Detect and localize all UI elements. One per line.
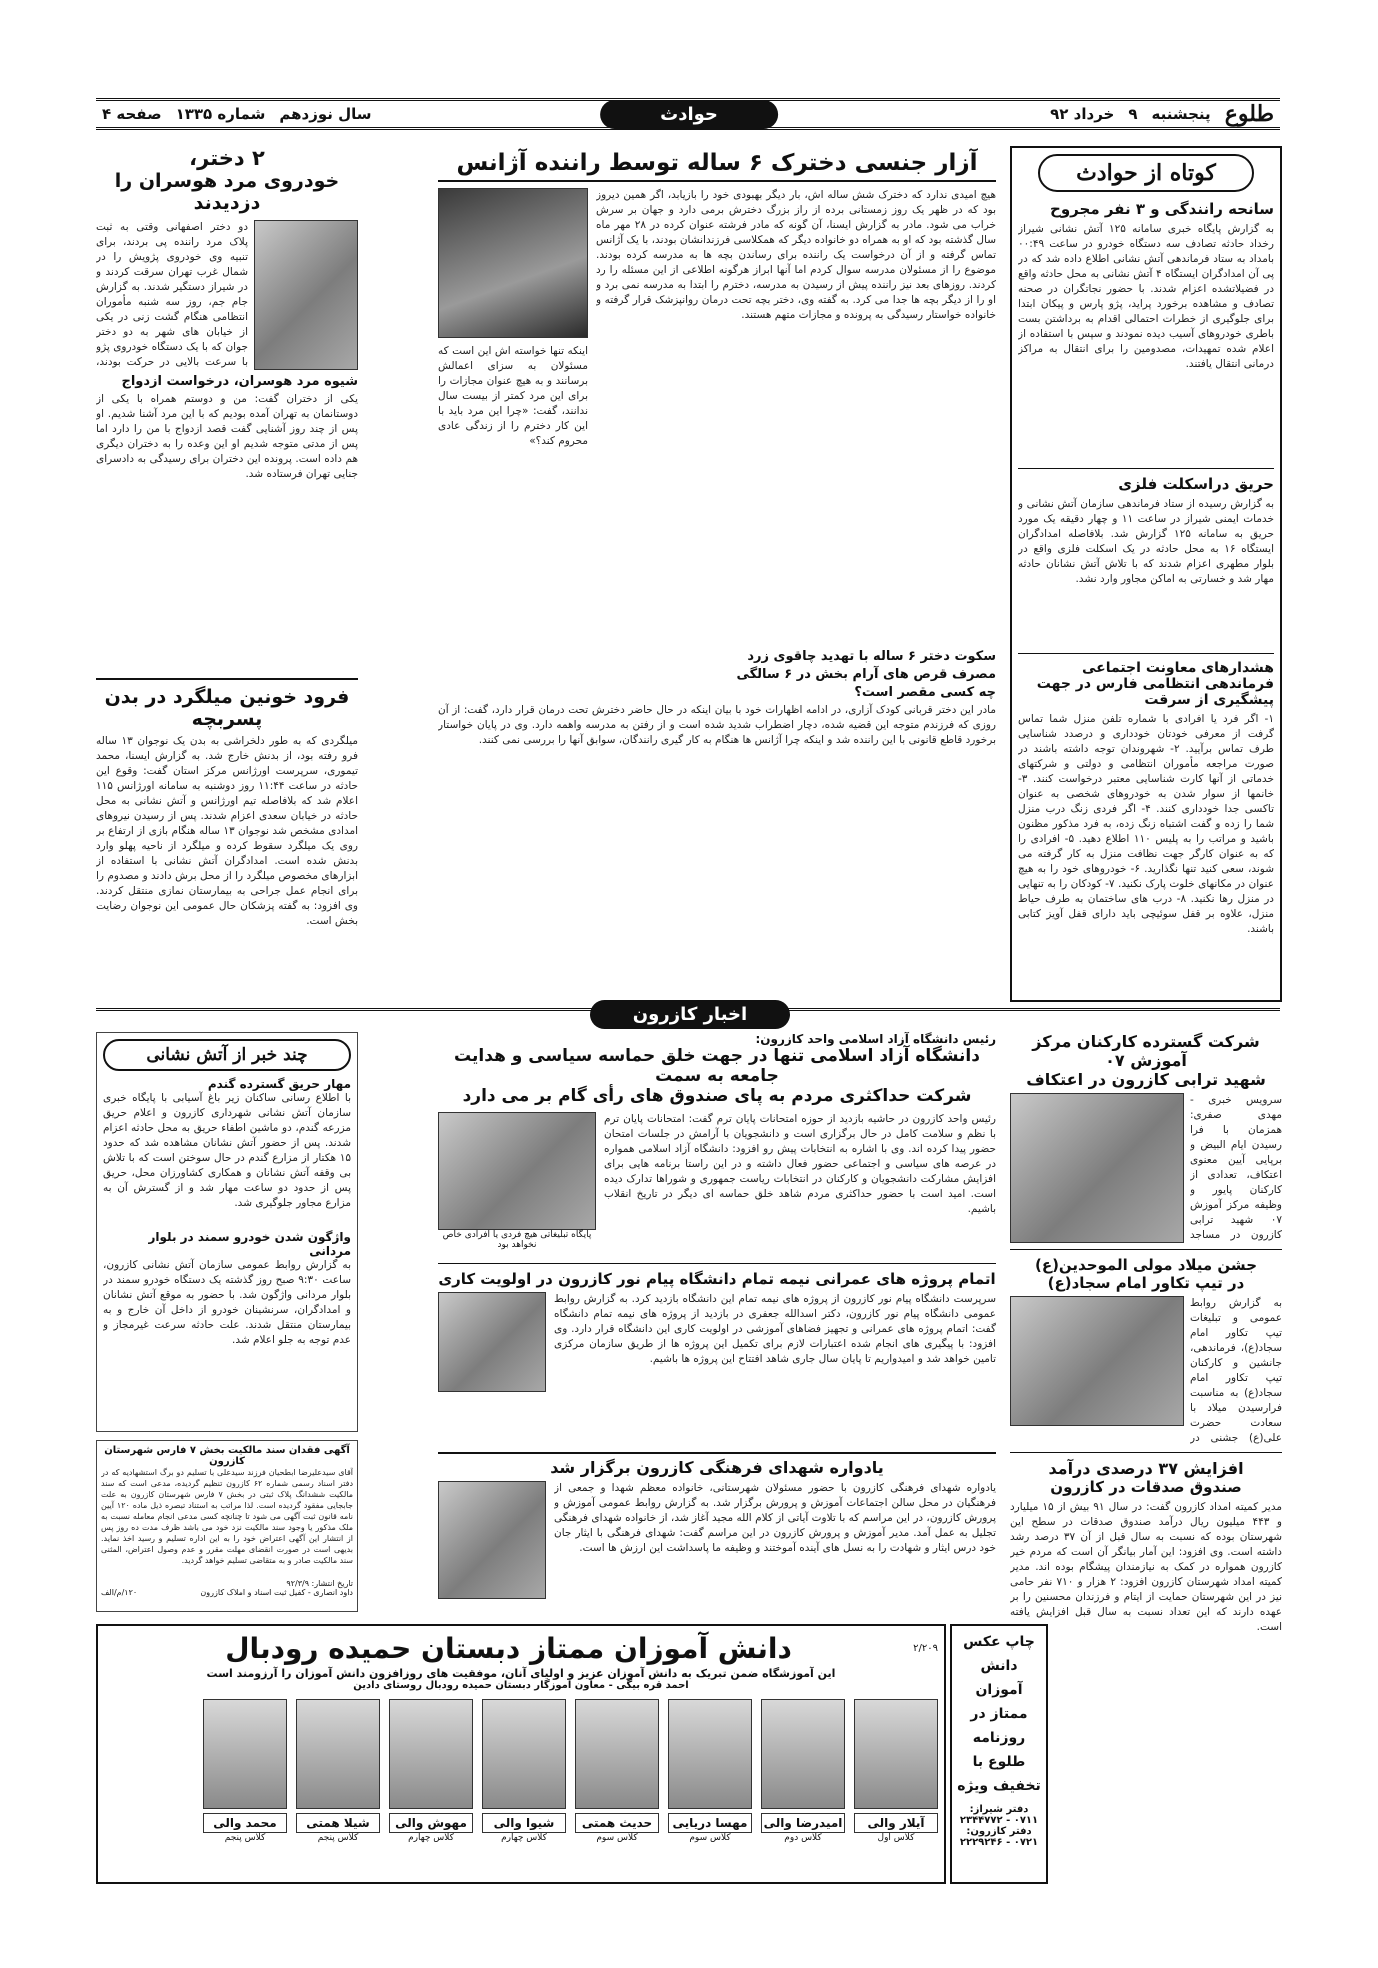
masthead-day: پنجشنبه — [1151, 105, 1211, 123]
student-name: مهوش والی — [389, 1813, 473, 1833]
fire-news-box — [96, 1032, 358, 1432]
kazeroon-lead-title2: شرکت حداکثری مردم به پای صندوق های رأی گام بر می دارد — [462, 1086, 972, 1106]
section-title-accidents: حوادث — [600, 100, 778, 129]
kazeroon-center — [438, 1032, 996, 1452]
etekaf-title2: شهید ترابی کازرون در اعتکاف — [1026, 1070, 1266, 1089]
left-story-kicker: ۲ دختر، — [189, 146, 265, 170]
sadaqat-title2: صندوق صدقات در کازرون — [1050, 1478, 1242, 1496]
milad-title2: در تیپ تکاور امام سجاد(ع) — [1047, 1274, 1245, 1292]
ad-subtitle: این آموزشگاه ضمن تبریک به دانش آموزان عزیز و اولیای آنان، موفقیت های روزافزون دانش آموزان را آرزومند است — [206, 1667, 836, 1680]
short-news-item1-body: به گزارش پایگاه خبری سامانه ۱۲۵ آتش نشانی شیراز رخداد حادثه تصادف سه دستگاه خودرو در ساعت ۰۰:۴۹ بامداد به ستاد فرماندهی آتش نشانی اطلاع داده شد که در پی آن امدادگران ایستگاه ۴ آتش نشانی به محل حادثه واقع در فضیلاتشده اعزام شدند. با حضور نجاتگران در صحنه تصادف و مشاهده برخورد پراید، پژو پارس و پیکان ابتدا برای جلوگیری از خطرات احتمالی اقدام به برداشتن بست باطری خودروهای آسیب دیده نمودند و سپس با استفاده از اعلام شده تمهیدات، مصدومین را برای انتقال به مراکز درمانی انتقال یافتند. — [1018, 223, 1274, 370]
ad-code: ۲/۲۰۹ — [913, 1643, 938, 1654]
masthead-left — [96, 105, 378, 123]
main-story-sub3: چه کسی مقصر است؟ — [854, 685, 996, 700]
child-photo — [438, 188, 588, 338]
left-story-title: خودروی مرد هوسران را دزدیدند — [114, 170, 340, 214]
student-name: محمد والی — [203, 1813, 287, 1833]
main-story-title: آزار جنسی دخترک ۶ ساله توسط راننده آژانس — [438, 146, 996, 182]
masthead-date: خرداد ۹۲ — [1050, 105, 1115, 123]
left-story-body2: یکی از دختران گفت: من و دوستم همراه با یکی از دوستانمان به تهران آمده بودیم که با این مرد آشنا شدیم. او پس از چند روز آشنایی گفت قصد ازدواج با من را دارد اما پس از مدتی متوجه شدیم او این وعده را به دختران دیگری هم داده است. پرونده این دختران برای رسیدگی به دادسرای جنایی تهران فرستاده شد. — [96, 393, 358, 480]
martyrs-title: یادواره شهدای فرهنگی کازرون برگزار شد — [550, 1458, 884, 1477]
martyrs-body: یادواره شهدای فرهنگی کازرون با حضور مسئولان شهرستانی، خانواده معظم شهدا و جمعی از فرهنگیان در محل سالن اجتماعات آموزش و پرورش برگزار شد. به گزارش روابط عمومی آموزش و پرورش کازرون، در این مراسم که با تلاوت آیاتی از کلام الله مجید آغاز شد، از خانواده شهدای فرهنگی تجلیل به عمل آمد. مدیر آموزش و پرورش کازرون در این مراسم گفت: شهدای فرهنگی با ایثار جان خود درس ایثار و شهادت را به نسل های آینده آموختند و وظیفه ما پاسداشت این ارزش ها است. — [554, 1482, 996, 1554]
students-ad — [96, 1624, 946, 1884]
newspaper-logo: طلوع — [1224, 101, 1274, 127]
student-class: کلاس سوم — [689, 1833, 731, 1843]
promo-office2: دفتر کازرون: — [966, 1826, 1032, 1837]
main-story-body2: مادر این دختر قربانی کودک آزاری، در ادامه اظهارات خود با بیان اینکه در حال حاضر دخترش تحت درمان قرار دارد، گفت: از آن روزی که فرزندم متوجه این قضیه شده، دچار اضطراب شدید شده است و از رفتن به مدرسه واهمه دارد. وی در پایان خواستار برخورد قاطع قانونی با این راننده شد و اینکه چرا آژانس ها هنگام به کار گیری رانندگان، سوابق آنها را بررسی نمی کنند. — [438, 704, 996, 746]
milad-photo — [1010, 1296, 1184, 1426]
kazeroon-lead-body: رئیس واحد کازرون در حاشیه بازدید از حوزه امتحانات پایان ترم گفت: امتحانات پایان ترم با نظم و سلامت کامل در حال برگزاری است و دانشجویان با آرامش در جلسات امتحان حضور پیدا کرده اند. وی با اشاره به انتخابات پیش رو افزود: دانشگاه آزاد اسلامی همواره در عرصه های سیاسی و اجتماعی حضور فعال داشته و در این راستا برنامه هایی برای افزایش مشارکت دانشجویان و کارکنان در انتخابات ریاست جمهوری و شوراها تدارک دیده است. امید است با حضور حداکثری مردم شاهد خلق حماسه ای دیگر در تاریخ انقلاب باشیم. — [604, 1113, 996, 1215]
student-photo — [389, 1699, 473, 1809]
kazeroon-lead-title1: دانشگاه آزاد اسلامی تنها در جهت خلق حماسه سیاسی و هدایت جامعه به سمت — [454, 1046, 980, 1086]
promo-office1: دفتر شیراز: — [969, 1804, 1029, 1815]
kazeroon-lead-kicker: رئیس دانشگاه آزاد اسلامی واحد کازرون: — [755, 1032, 996, 1046]
legal-notice-date: تاریخ انتشار: ۹۲/۳/۹ — [286, 1579, 353, 1588]
student-class: کلاس اول — [877, 1833, 915, 1843]
milad-body: به گزارش روابط عمومی و تبلیغات تیپ تکاور امام سجاد(ع)، فرماندهی، جانشین و کارکنان تیپ تکاور امام سجاد(ع) به مناسبت فرارسیدن میلاد با سعادت حضرت علی(ع) جشنی در — [1190, 1297, 1282, 1444]
student-card — [296, 1699, 380, 1843]
blood-story-title: فرود خونین میلگرد در بدن پسربچه — [104, 686, 350, 730]
masthead-page: صفحه ۴ — [102, 105, 162, 123]
women-photo — [254, 220, 358, 370]
short-news-item1-title: سانحه رانندگی و ۳ نفر مجروح — [1050, 200, 1274, 218]
short-news-item2-title: حریق دراسکلت فلزی — [1118, 475, 1274, 493]
student-photo — [854, 1699, 938, 1809]
etekaf-body: سرویس خبری - مهدی صفری: همزمان با فرا رسیدن ایام البیض و برپایی آیین معنوی اعتکاف، تعدادی از کارکنان پایور و وظیفه مرکز آموزش ۰۷ شهید ترابی کازرون در مساجد — [1190, 1094, 1282, 1241]
student-photo — [296, 1699, 380, 1809]
payam-noor-body: سرپرست دانشگاه پیام نور کازرون از پروژه های نیمه تمام این دانشگاه بازدید کرد. به گزارش روابط عمومی دانشگاه پیام نور کازرون، دکتر اسدالله جعفری در بازدید از پروژه های نیمه تمام دانشگاه گفت: اتمام پروژه های عمرانی و تجهیز فضاهای آموزشی در اولویت کاری این دانشگاه قرار دارد. وی افزود: با پیگیری های انجام شده اعتبارات لازم برای تکمیل این پروژه ها از طریق سازمان مرکزی تامین خواهد شد و امیدواریم تا پایان سال جاری شاهد افتتاح این پروژه ها باشیم. — [554, 1293, 996, 1365]
left-story-body: دو دختر اصفهانی وقتی به ثبت پلاک مرد راننده پی بردند، برای تنبیه وی خودروی پژویش را در شمال غرب تهران سرقت کردند و در شیراز دستگیر شدند. به گزارش جام جم، روز سه شنبه مأموران انتظامی هنگام گشت زنی در یکی از خیابان های شهر به دو دختر جوان که با یک دستگاه خودروی پژو با سرعت بالایی در حرکت بودند، — [96, 221, 248, 368]
student-photo — [575, 1699, 659, 1809]
ad-title: دانش آموزان ممتاز دبستان حمیده رودبال — [225, 1632, 792, 1665]
divider — [1010, 1249, 1282, 1250]
student-class: کلاس سوم — [596, 1833, 638, 1843]
divider — [1018, 468, 1274, 469]
student-class: کلاس چهارم — [408, 1833, 454, 1843]
etekaf-photo — [1010, 1093, 1184, 1243]
student-card — [854, 1699, 938, 1843]
promo-phone1: ۰۷۱۱ - ۲۳۴۴۷۷۲ — [959, 1815, 1039, 1826]
sadaqat-title1: افزایش ۳۷ درصدی درآمد — [1048, 1459, 1244, 1478]
kazeroon-right-column — [1010, 1032, 1282, 1872]
kazeroon-lead-caption: پایگاه تبلیغاتی هیچ فردی یا افرادی خاص نخواهد بود — [442, 1230, 592, 1250]
legal-notice-sign: داود انصاری - کفیل ثبت اسناد و املاک کازرون — [200, 1588, 353, 1597]
short-news-box — [1010, 146, 1282, 1002]
martyrs-story — [438, 1452, 996, 1612]
fire-box-sub1: مهار حریق گسترده گندم — [207, 1077, 351, 1091]
student-card — [203, 1699, 287, 1843]
promo-phone2: ۰۷۲۱ - ۲۲۲۹۲۴۶ — [959, 1837, 1039, 1848]
masthead-issue: شماره ۱۳۳۵ — [175, 105, 266, 123]
short-news-item3-title: هشدارهای معاونت اجتماعی فرماندهی انتظامی فارس در جهت پیشگیری از سرقت — [1036, 660, 1274, 708]
student-name: مهسا دریایی — [668, 1813, 752, 1833]
divider — [96, 678, 358, 680]
legal-notice — [96, 1440, 358, 1612]
student-class: کلاس پنجم — [224, 1833, 266, 1843]
main-story-sub2: مصرف قرص های آرام بخش در ۶ سالگی — [736, 667, 996, 682]
blood-story-body: میلگردی که به طور دلخراشی به بدن یک نوجوان ۱۳ ساله فرو رفته بود، از بدنش خارج شد. به گزارش ایسنا، محمد تیموری، سرپرست اورژانس مرکز استان گفت: وقوع این حادثه در ساعت ۱۱:۴۴ روز دوشنبه به سامانه اورژانس ۱۱۵ اعلام شد که بلافاصله تیم اورژانس و آتش نشانی به محل حادثه در خیابان سعدی اعزام شدند. پس از رسیدن نیروهای امدادی مشخص شد نوجوان ۱۳ ساله هنگام بازی از ارتفاع بر روی یک میلگرد سقوط کرده و میلگرد از ناحیه پهلو وارد بدنش شده است. امدادگران آتش نشانی با استفاده از ابزارهای مخصوص میلگرد را از محل برش دادند و مصدوم را برای انجام عمل جراحی به بیمارستان نمازی منتقل کردند. وی افزود: به گفته پزشکان حال عمومی این نوجوان رضایت بخش است. — [96, 735, 358, 927]
student-class: کلاس دوم — [784, 1833, 822, 1843]
masthead-day-num: ۹ — [1128, 105, 1138, 123]
student-class: کلاس چهارم — [501, 1833, 547, 1843]
fire-box-sub2: واژگون شدن خودرو سمند در بلوار مردانی — [148, 1230, 351, 1258]
student-name: آیلار والی — [854, 1813, 938, 1833]
main-story-body: هیچ امیدی ندارد که دخترک شش ساله اش، بار دیگر بهبودی خود را بازیابد، اگر همین دیروز بود که در ظهر یک روز زمستانی برده از راز بزرگ دخترش برمی دارد و جهان بر سرش خراب می شود. مادر به گزارش ایسنا، آن گونه که مادر فرشته عنوان کرده در ۲۸ مهر ماه سال گذشته بود که او به همراه دو خانواده دیگر که همکلاسی فرزندانشان بودند، با یک آژانس تماس گرفته و از آن درخواست یک راننده برای رساندن بچه ها به مدرسه کرده بودند. موضوع را از مسئولان مدرسه سوال کردم اما آنها ابراز هرگونه اطلاعی از این مسئله را رد کردند. روزهای بعد نیز راننده پیش از رسیدن به مدرسه، دخترم را ابتدا به مدرسه نمی برد و او را از دیگر بچه ها جدا می کرد. به گفته وی، دختر بچه تحت درمان روانپزشک قرار گرفته و خانواده خواستار رسیدگی به پرونده و مجازات متهم هستند. — [596, 189, 996, 321]
sadaqat-body: مدیر کمیته امداد کازرون گفت: در سال ۹۱ بیش از ۱۵ میلیارد و ۴۴۳ میلیون ریال درآمد صندوق صدقات در سطح این شهرستان بوده که نسبت به سال قبل از آن ۳۷ درصد رشد داشته است. وی افزود: این آمار بیانگر آن است که مردم خیر کازرون همواره در کمک به نیازمندان پیشگام بوده اند. مدیر کمیته امداد شهرستان کازرون افزود: ۲ هزار و ۷۱۰ نفر حامی نیز در این شهرستان حمایت از ایتام و فرزندان محسنین را بر عهده دارند که این تعداد نسبت به سال قبل افزایش یافته است. — [1010, 1501, 1282, 1633]
student-photo — [668, 1699, 752, 1809]
legal-notice-title: آگهی فقدان سند مالکیت بخش ۷ فارس شهرستان کازرون — [104, 1445, 350, 1467]
short-news-item2-body: به گزارش رسیده از ستاد فرماندهی سازمان آتش نشانی و خدمات ایمنی شیراز در ساعت ۱۱ و چهار دقیقه یک مورد حریق به سامانه ۱۲۵ گزارش شد. بلافاصله امدادگران ایستگاه ۱۶ به محل حادثه در یک اسکلت فلزی واقع در بلوار مطهری اعزام شدند که با تلاش آتش نشانان حادثه مهار شد و خسارتی به اماکن مجاور وارد نشد. — [1018, 498, 1274, 585]
payam-noor-title: اتمام پروژه های عمرانی نیمه تمام دانشگاه پیام نور کازرون در اولویت کاری — [438, 1270, 996, 1288]
fire-box-title: چند خبر از آتش نشانی — [103, 1039, 351, 1071]
student-name: شیلا همتی — [296, 1813, 380, 1833]
student-photo — [761, 1699, 845, 1809]
student-name: شیوا والی — [482, 1813, 566, 1833]
legal-notice-code: ۱۲۰/م/الف — [101, 1588, 138, 1597]
ad-sign: احمد قره بیگی - معاون آموزگار دبستان حمیده رودبال روستای دادین — [353, 1680, 689, 1691]
student-name: امیدرضا والی — [761, 1813, 845, 1833]
student-photo — [203, 1699, 287, 1809]
university-head-photo — [438, 1112, 596, 1230]
divider — [1010, 1452, 1282, 1453]
left-story-sub1: شیوه مرد هوسران، درخواست ازدواج — [121, 374, 358, 389]
left-column — [96, 146, 358, 1002]
students-row — [104, 1699, 938, 1843]
promo-title: چاپ عکس دانش آموزان ممتاز در روزنامه طلوع با تخفیف ویژه — [957, 1634, 1041, 1794]
legal-notice-body: آقای سیدعلیرضا ابطحیان فرزند سیدعلی با تسلیم دو برگ استشهادیه که در دفتر اسناد رسمی شماره ۶۲ کازرون تنظیم گردیده، مدعی است که سند مالکیت ششدانگ پلاک ثبتی در بخش ۷ فارس شهرستان کازرون به علت جابجایی مفقود گردیده است. لذا مراتب به استناد تبصره ذیل ماده ۱۲۰ آیین نامه قانون ثبت آگهی می شود تا چنانچه کسی مدعی انجام معامله نسبت به ملک مذکور یا وجود سند مالکیت نزد خود می باشد ظرف مدت ده روز پس از انتشار این آگهی اعتراض خود را به این اداره تسلیم و رسید اخذ نماید. بدیهی است در صورت انقضای مهلت مقرر و عدم وصول اعتراض، المثنی سند مالکیت صادر و به متقاضی تسلیم خواهد گردید. — [101, 1468, 353, 1565]
milad-title1: جشن میلاد مولی الموحدین(ع) — [1034, 1256, 1258, 1274]
divider — [1018, 653, 1274, 654]
student-name: حدیث همتی — [575, 1813, 659, 1833]
fire-box-body1: با اطلاع رسانی ساکنان زیر باغ آسیابی با پایگاه خبری سازمان آتش نشانی شهرداری کازرون و اعلام حریق مزرعه گندم، دو ماشین اطفاء حریق به محل حادثه اعزام شدند. پس از حضور آتش نشانان مشاهده شد که حدود ۱۵ هکتار از مزارع گندم در حال سوختن است که با تلاش بی وقفه آتش نشانان و همکاری کشاورزان محل، حریق پس از حدود دو ساعت مهار شد و از گسترش آن به مزارع مجاور جلوگیری شد. — [103, 1092, 351, 1209]
student-card — [575, 1699, 659, 1843]
etekaf-title1: شرکت گسترده کارکنان مرکز آموزش ۰۷ — [1032, 1032, 1260, 1070]
masthead-right — [1044, 101, 1280, 127]
student-card — [482, 1699, 566, 1843]
student-class: کلاس پنجم — [317, 1833, 359, 1843]
divider — [438, 1263, 996, 1264]
martyrs-photo — [438, 1481, 546, 1599]
main-story-side-body: اینکه تنها خواسته اش این است که مسئولان به سزای اعمالش برسانند و به هیچ عنوان مجازات را برای این مرد کمتر از بیست سال ندانند، گفت: «چرا این مرد باید با این کار دخترم را از زندگی عادی محروم کند؟» — [438, 345, 588, 447]
payam-noor-photo — [438, 1292, 546, 1392]
short-news-title: کوتاه از حوادث — [1038, 154, 1254, 192]
main-story — [438, 146, 996, 1002]
student-photo — [482, 1699, 566, 1809]
main-story-sub1: سکوت دختر ۶ ساله با تهدید چاقوی زرد — [747, 649, 996, 664]
masthead-year: سال نوزدهم — [279, 105, 372, 123]
student-card — [668, 1699, 752, 1843]
section-title-kazeroon: اخبار کازرون — [590, 1000, 790, 1029]
fire-box-body2: به گزارش روابط عمومی سازمان آتش نشانی کازرون، ساعت ۹:۳۰ صبح روز گذشته یک دستگاه خودرو سمند در بلوار مردانی واژگون شد. با حضور به موقع آتش نشانان و امدادگران، سرنشینان خودرو از داخل آن خارج و به بیمارستان منتقل شدند. علت حادثه سرعت غیرمجاز و عدم توجه به جلو اعلام شد. — [103, 1259, 351, 1346]
student-card — [389, 1699, 473, 1843]
student-card — [761, 1699, 845, 1843]
photo-print-promo — [950, 1624, 1048, 1884]
short-news-item3-body: ۱- اگر فرد یا افرادی با شماره تلفن منزل شما تماس گرفت از معرفی خودتان خودداری و درصدد شناسایی طرف تماس برآیید. ۲- شهروندان توجه داشته باشند در صورت مراجعه مأموران انتظامی و دولتی و شرکتهای خدماتی از آنها کارت شناسایی معتبر درخواست کنند. ۳- خانمها از سوار شدن به خودروهای شخصی به عنوان تاکسی جدا خودداری کنند. ۴- اگر فردی زنگ درب منزل شما را زده و گفت اشتباه زنگ زده، به فرد مذکور مظنون باشید و مراتب را به پلیس ۱۱۰ اطلاع دهید. ۵- افرادی را که به عنوان کارگر جهت نظافت منزل به کار گرفته می شوند، سعی کنید تنها نگذارید. ۶- خودروهای خود را به هیچ عنوان در مکانهای خلوت پارک نکنید. ۷- کودکان را به تنهایی در منزل رها نکنید. ۸- درب های ساختمان به طرف حیاط منزل، علاوه بر قفل سوئیچی باید دارای قفل آویز کتابی باشند. — [1018, 713, 1274, 935]
